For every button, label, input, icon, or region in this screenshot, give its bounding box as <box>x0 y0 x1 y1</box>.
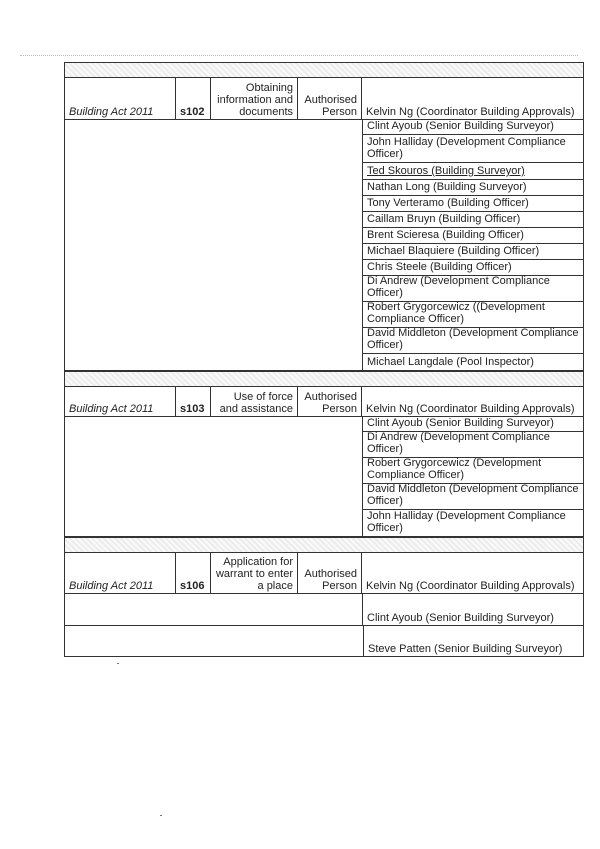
officer-list-row <box>65 120 583 371</box>
table-row <box>65 553 583 594</box>
list-item: Caillam Bruyn (Building Officer) <box>363 212 583 228</box>
officer-cell: Kelvin Ng (Coordinator Building Approvals) <box>366 580 575 592</box>
list-item: David Middleton (Development Compliance Officer) <box>363 328 583 354</box>
list-item: Chris Steele (Building Officer) <box>363 260 583 276</box>
section-cell: s106 <box>176 553 211 593</box>
table-row <box>65 78 583 120</box>
blank-cell <box>65 626 363 656</box>
officer-list-row <box>65 417 583 537</box>
officer-list <box>363 417 583 536</box>
section-cell: s103 <box>176 387 211 416</box>
delegate-cell: Authorised Person <box>298 78 362 119</box>
act-cell: Building Act 2011 <box>65 78 176 119</box>
act-cell: Building Act 2011 <box>65 387 176 416</box>
shaded-separator <box>65 371 583 387</box>
page-top-rule <box>20 55 578 56</box>
list-item: Brent Scieresa (Building Officer) <box>363 228 583 244</box>
officer-list-row <box>65 626 583 656</box>
list-item: Michael Langdale (Pool Inspector) <box>367 356 534 368</box>
shaded-separator <box>65 62 583 78</box>
delegate-cell: Authorised Person <box>298 553 362 593</box>
list-item: Robert Grygorcewicz ((Development Compliance Officer) <box>363 302 583 328</box>
officer-cell: Kelvin Ng (Coordinator Building Approvals) <box>366 106 575 118</box>
list-item: Steve Patten (Senior Building Surveyor) <box>363 626 583 656</box>
list-item: Clint Ayoub (Senior Building Surveyor) <box>363 417 583 432</box>
officer-list <box>363 120 583 370</box>
list-item: Robert Grygorcewicz (Development Compliance Officer) <box>363 458 583 484</box>
table-row <box>65 387 583 417</box>
officer-cell: Kelvin Ng (Coordinator Building Approvals) <box>366 403 575 415</box>
blank-cell <box>65 120 363 370</box>
delegation-table <box>64 62 584 657</box>
delegate-cell: Authorised Person <box>298 387 362 416</box>
list-item: Clint Ayoub (Senior Building Surveyor) <box>363 120 583 135</box>
list-item: Di Andrew (Development Compliance Officer) <box>363 432 583 458</box>
list-item: David Middleton (Development Compliance Officer) <box>363 484 583 510</box>
act-cell: Building Act 2011 <box>65 553 176 593</box>
power-cell: Use of force and assistance <box>211 387 298 416</box>
shaded-separator <box>65 537 583 553</box>
power-cell: Obtaining information and documents <box>211 78 298 119</box>
scan-mark <box>117 663 119 664</box>
scan-mark <box>160 815 162 816</box>
list-item: Michael Blaquiere (Building Officer) <box>363 244 583 260</box>
power-cell: Application for warrant to enter a place <box>211 553 298 593</box>
officer-list-row <box>65 594 583 626</box>
list-item: John Halliday (Development Compliance Officer) <box>363 135 583 163</box>
blank-cell <box>65 594 363 625</box>
list-item: Di Andrew (Development Compliance Officer) <box>363 276 583 302</box>
list-item: Clint Ayoub (Senior Building Surveyor) <box>367 612 554 624</box>
list-item: John Halliday (Development Compliance Officer) <box>367 510 566 534</box>
list-item: Tony Verteramo (Building Officer) <box>363 196 583 212</box>
list-item: Nathan Long (Building Surveyor) <box>363 180 583 196</box>
section-cell: s102 <box>176 78 211 119</box>
blank-cell <box>65 417 363 536</box>
list-item: Ted Skouros (Building Surveyor) <box>363 163 583 180</box>
